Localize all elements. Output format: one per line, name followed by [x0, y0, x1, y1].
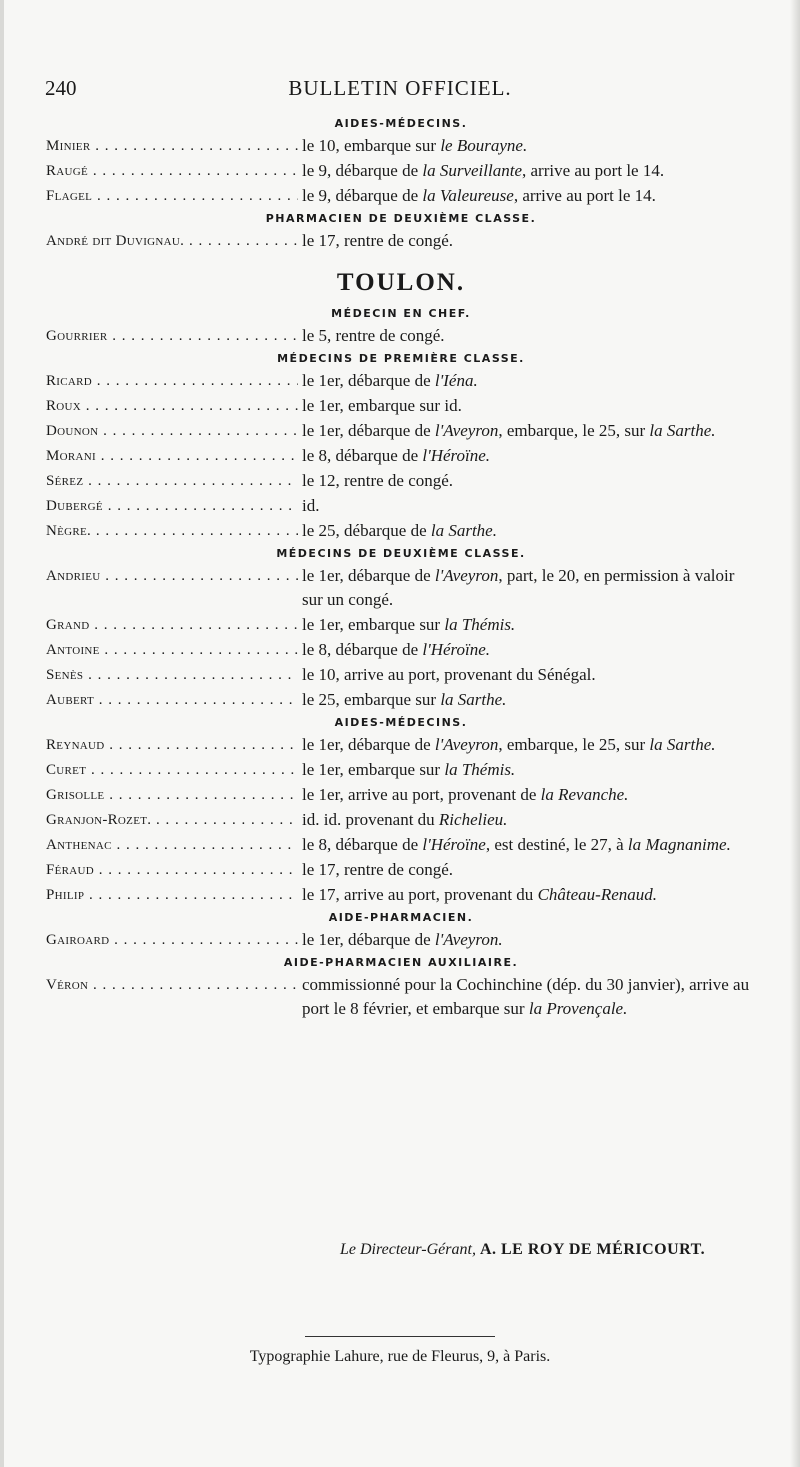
personnel-entry: [46, 369, 756, 393]
section-heading: AIDE-PHARMACIEN.: [328, 911, 474, 924]
personnel-entry: [46, 134, 756, 158]
ship-name: la Surveillante: [422, 161, 522, 180]
movement-description: [298, 184, 756, 208]
section-heading: MÉDECIN EN CHEF.: [331, 307, 471, 320]
movement-description: [298, 394, 756, 418]
ship-name: Richelieu.: [438, 810, 508, 829]
movement-description: [298, 858, 756, 882]
personnel-entry: [46, 469, 756, 493]
description-text: le 1er, débarque de: [302, 930, 435, 949]
personnel-entry: [46, 324, 756, 348]
running-title: BULLETIN OFFICIEL.: [288, 76, 512, 100]
movement-description: [298, 134, 756, 158]
page-header: [45, 76, 755, 106]
description-text: , arrive au port le 14.: [522, 161, 665, 180]
personnel-name: Grand . . .: [46, 613, 298, 637]
page-edge-shadow: [790, 0, 800, 1467]
personnel-name: Antoine . . .: [46, 638, 298, 662]
ship-name: l'Héroïne: [422, 835, 486, 854]
personnel-entry: [46, 419, 756, 443]
description-text: commissionné pour la Cochinchine (dép. du 30 janvier), arrive au port le 8 février, et embarque sur: [302, 975, 750, 1018]
personnel-entry: [46, 159, 756, 183]
description-text: le 12, rentre de congé.: [302, 471, 454, 490]
description-text: le 1er, débarque de: [302, 566, 435, 585]
movement-description: [298, 883, 756, 907]
personnel-name: Dounon . . .: [46, 419, 298, 443]
personnel-name: Féraud . . .: [46, 858, 298, 882]
ship-name: l'Aveyron: [434, 735, 499, 754]
personnel-name: Senès . . .: [46, 663, 298, 687]
description-text: le 8, débarque de: [302, 835, 423, 854]
description-text: , part, le 20, en permission à valoir sur un congé.: [302, 566, 735, 609]
signature-name: A. LE ROY DE MÉRICOURT.: [479, 1241, 706, 1258]
ship-name: Château-Renaud.: [537, 885, 658, 904]
description-text: le 1er, débarque de: [302, 371, 435, 390]
personnel-name: Anthenac . . .: [46, 833, 298, 857]
movement-description: [298, 973, 756, 1021]
ship-name: le Bourayne.: [440, 136, 528, 155]
section-heading: PHARMACIEN DE DEUXIÈME CLASSE.: [265, 212, 537, 225]
personnel-name: Dubergé . . .: [46, 494, 298, 518]
personnel-entry: [46, 494, 756, 518]
section-heading: MÉDECINS DE DEUXIÈME CLASSE.: [276, 547, 526, 560]
section-heading: AIDE-PHARMACIEN AUXILIAIRE.: [283, 956, 519, 969]
description-text: le 1er, débarque de: [302, 735, 435, 754]
personnel-entry: [46, 928, 756, 952]
movement-description: [298, 564, 756, 612]
section-heading: AIDES-MÉDECINS.: [334, 117, 468, 130]
description-text: le 10, arrive au port, provenant du Sénégal.: [302, 665, 596, 684]
movement-description: [298, 159, 756, 183]
ship-name: la Revanche.: [540, 785, 629, 804]
ship-name: la Valeureuse: [422, 186, 514, 205]
description-text: le 1er, débarque de: [302, 421, 435, 440]
description-text: le 25, débarque de: [302, 521, 431, 540]
personnel-entry: [46, 758, 756, 782]
section-heading: AIDES-MÉDECINS.: [334, 716, 468, 729]
description-text: , embarque, le 25, sur: [498, 421, 650, 440]
movement-description: [298, 229, 756, 253]
ship-name: l'Aveyron: [434, 566, 499, 585]
ship-name: l'Iéna.: [434, 371, 478, 390]
ship-name: l'Héroïne.: [422, 640, 491, 659]
personnel-entry: [46, 229, 756, 253]
page-number: 240: [45, 76, 77, 100]
movement-description: [298, 663, 756, 687]
description-text: le 8, débarque de: [302, 446, 423, 465]
personnel-entry: [46, 638, 756, 662]
personnel-entry: [46, 519, 756, 543]
personnel-name: Curet . . .: [46, 758, 298, 782]
description-text: le 17, arrive au port, provenant du: [302, 885, 538, 904]
footer-rule: [305, 1336, 495, 1337]
description-text: id.: [302, 496, 320, 515]
movement-description: [298, 444, 756, 468]
personnel-name: Philip . . .: [46, 883, 298, 907]
description-text: le 25, embarque sur: [302, 690, 441, 709]
personnel-entry: [46, 564, 756, 612]
description-text: , embarque, le 25, sur: [498, 735, 650, 754]
personnel-name: Morani . . .: [46, 444, 298, 468]
signature-role: Le Directeur-Gérant,: [340, 1241, 476, 1258]
personnel-name: Grisolle . . .: [46, 783, 298, 807]
personnel-name: Gourrier . . .: [46, 324, 298, 348]
movement-description: [298, 369, 756, 393]
movement-description: [298, 808, 756, 832]
personnel-entry: [46, 858, 756, 882]
description-text: id. id. provenant du: [302, 810, 439, 829]
personnel-name: André dit Duvignau. . . .: [46, 229, 298, 253]
personnel-entry: [46, 688, 756, 712]
city-heading: TOULON.: [336, 269, 466, 296]
personnel-entry: [46, 394, 756, 418]
ship-name: la Sarthe.: [430, 521, 497, 540]
personnel-entry: [46, 808, 756, 832]
description-text: le 10, embarque sur: [302, 136, 441, 155]
personnel-entry: [46, 883, 756, 907]
personnel-name: Raugé . . .: [46, 159, 298, 183]
ship-name: la Sarthe.: [649, 421, 716, 440]
description-text: le 1er, embarque sur id.: [302, 396, 462, 415]
movement-description: [298, 519, 756, 543]
movement-description: [298, 688, 756, 712]
description-text: le 1er, arrive au port, provenant de: [302, 785, 541, 804]
personnel-name: Sérez . . .: [46, 469, 298, 493]
ship-name: la Provençale.: [528, 999, 628, 1018]
personnel-name: Reynaud . . .: [46, 733, 298, 757]
movement-description: [298, 638, 756, 662]
personnel-entry: [46, 733, 756, 757]
ship-name: l'Aveyron.: [434, 930, 503, 949]
page-gutter-shadow: [0, 0, 4, 1467]
description-text: , arrive au port le 14.: [513, 186, 656, 205]
personnel-entry: [46, 973, 756, 1021]
personnel-name: Andrieu . . .: [46, 564, 298, 612]
description-text: le 17, rentre de congé.: [302, 231, 454, 250]
movement-description: [298, 783, 756, 807]
description-text: le 8, débarque de: [302, 640, 423, 659]
movement-description: [298, 833, 756, 857]
description-text: le 9, débarque de: [302, 161, 423, 180]
movement-description: [298, 613, 756, 637]
bulletin-body: [46, 113, 756, 1022]
signature-line: [340, 1241, 705, 1259]
personnel-entry: [46, 833, 756, 857]
movement-description: [298, 758, 756, 782]
section-heading: MÉDECINS DE PREMIÈRE CLASSE.: [277, 352, 525, 365]
printer-imprint: Typographie Lahure, rue de Fleurus, 9, à Paris.: [249, 1348, 551, 1365]
movement-description: [298, 419, 756, 443]
personnel-name: Véron . . .: [46, 973, 298, 1021]
movement-description: [298, 733, 756, 757]
ship-name: la Magnanime.: [627, 835, 731, 854]
ship-name: la Sarthe.: [440, 690, 507, 709]
personnel-name: Granjon-Rozet. . . .: [46, 808, 298, 832]
personnel-name: Minier . . .: [46, 134, 298, 158]
movement-description: [298, 469, 756, 493]
ship-name: la Sarthe.: [649, 735, 716, 754]
ship-name: l'Héroïne.: [422, 446, 491, 465]
description-text: le 17, rentre de congé.: [302, 860, 454, 879]
description-text: le 9, débarque de: [302, 186, 423, 205]
ship-name: la Thémis.: [444, 760, 516, 779]
personnel-name: Roux . . .: [46, 394, 298, 418]
personnel-name: Gairoard . . .: [46, 928, 298, 952]
personnel-entry: [46, 783, 756, 807]
personnel-entry: [46, 663, 756, 687]
personnel-name: Aubert . . .: [46, 688, 298, 712]
description-text: , est destiné, le 27, à: [485, 835, 628, 854]
personnel-name: Ricard . . .: [46, 369, 298, 393]
ship-name: la Thémis.: [444, 615, 516, 634]
movement-description: [298, 494, 756, 518]
movement-description: [298, 928, 756, 952]
personnel-name: Nègre. . . .: [46, 519, 298, 543]
ship-name: l'Aveyron: [434, 421, 499, 440]
movement-description: [298, 324, 756, 348]
description-text: le 1er, embarque sur: [302, 615, 445, 634]
personnel-entry: [46, 184, 756, 208]
description-text: le 5, rentre de congé.: [302, 326, 445, 345]
personnel-entry: [46, 444, 756, 468]
personnel-name: Flagel . . .: [46, 184, 298, 208]
personnel-entry: [46, 613, 756, 637]
description-text: le 1er, embarque sur: [302, 760, 445, 779]
